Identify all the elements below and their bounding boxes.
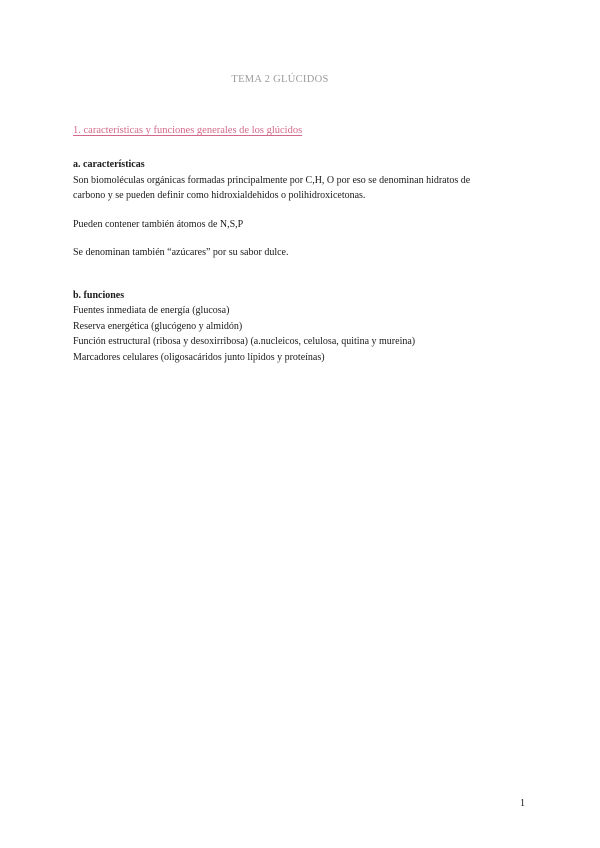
function-item: Reserva energética (glucógeno y almidón) — [73, 320, 243, 332]
section-heading-characteristics-functions: 1. características y funciones generales de los glúcidos — [73, 125, 303, 136]
function-item: Fuentes inmediata de energía (glucosa) — [73, 305, 230, 316]
function-item: Función estructural (ribosa y desoxirribosa) (a.nucleicos, celulosa, quitina y mureina) — [73, 336, 416, 347]
document-body — [73, 157, 533, 365]
paragraph-definition-line-1: Son biomoléculas orgánicas formadas principalmente por C,H, O por eso se denominan hidratos de — [73, 174, 471, 186]
paragraph-atoms: Pueden contener también átomos de N,S,P — [73, 218, 244, 230]
paragraph-sugars: Se denominan también “azúcares” por su sabor dulce. — [73, 247, 289, 258]
subheading-funciones: b. funciones — [73, 289, 125, 301]
subheading-caracteristicas: a. características — [73, 159, 145, 170]
function-item: Marcadores celulares (oligosacáridos junto lípidos y proteínas) — [73, 351, 325, 363]
page-number: 1 — [520, 798, 525, 809]
paragraph-definition-line-2: carbono y se pueden definir como hidroxialdehidos o polihidroxicetonas. — [73, 190, 366, 201]
document-title: TEMA 2 GLÚCIDOS — [231, 74, 329, 85]
